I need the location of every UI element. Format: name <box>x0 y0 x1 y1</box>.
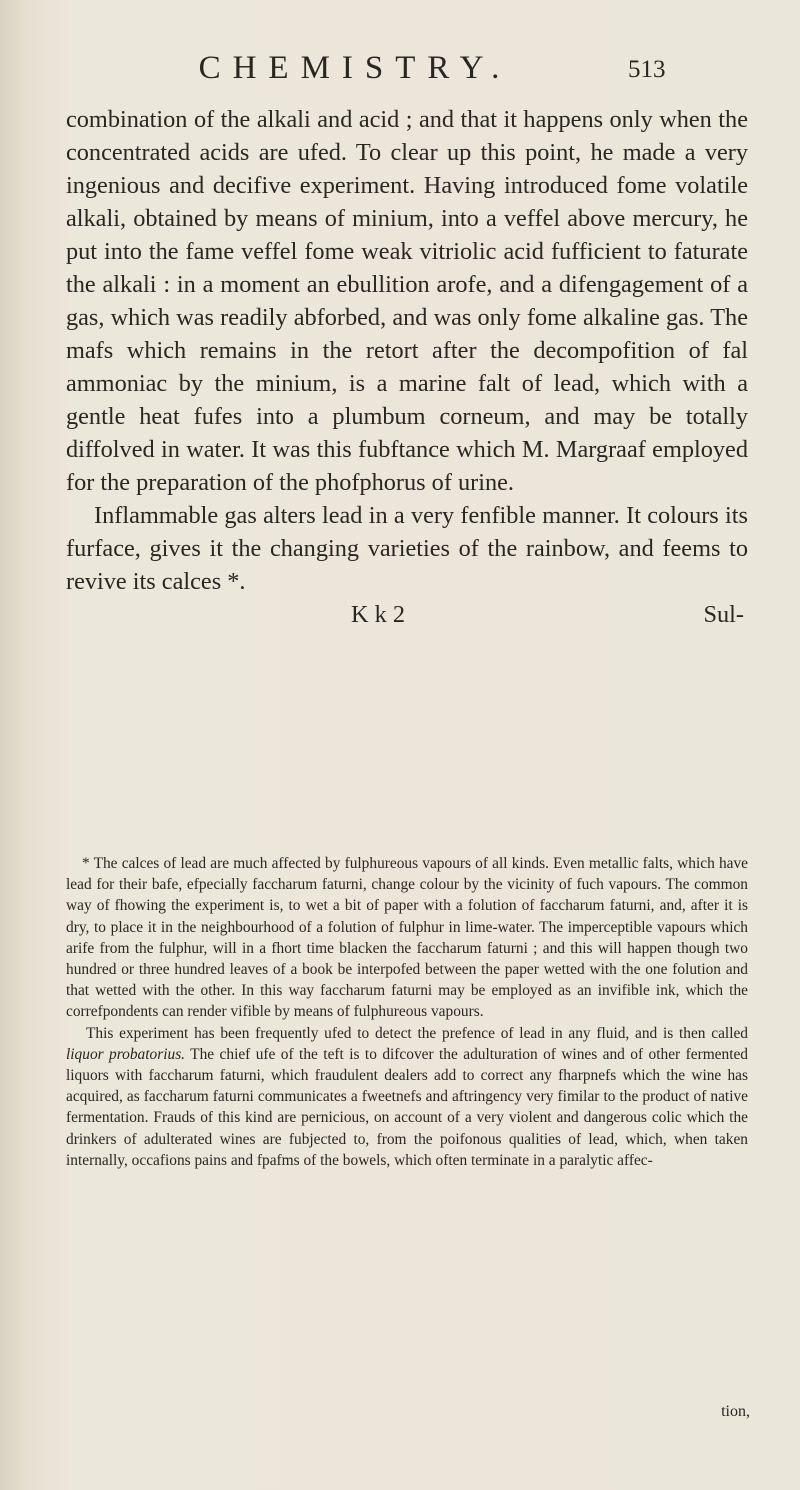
running-head <box>0 50 800 90</box>
body-paragraph-2: Inflammable gas alters lead in a very fenfible manner. It colours its furface, gives it the changing varieties of the rainbow, and feems to revive its calces *. <box>66 502 748 595</box>
footnote-paragraph-2 <box>66 1023 748 1171</box>
signature-mark: K k 2 <box>351 601 405 628</box>
footnote-paragraph-2-start: This experiment has been frequently ufed to detect the prefence of lead in any fluid, and is then called <box>86 1024 748 1042</box>
footnote-catchword: tion, <box>721 1403 750 1420</box>
footnote-catchword-line <box>0 1403 750 1427</box>
page-number: 513 <box>628 56 666 83</box>
catchword: Sul- <box>703 601 744 628</box>
footnote <box>66 853 748 1171</box>
signature-line <box>66 598 748 631</box>
running-head-title: CHEMISTRY. <box>198 50 512 86</box>
main-text <box>66 103 748 631</box>
footnote-paragraph-2-end: The chief ufe of the teft is to difcover the adulturation of wines and of other fermented liquors with faccharum faturni, which fraudulent dealers add to correct any fharpnefs which the wine has acquired, as faccharum faturni communicates a fweetnefs and aftringency very fimilar to the product of native fermentation. Frauds of this kind are pernicious, on account of a very violent and dangerous colic which the drinkers of adulterated wines are fubjected to, from the poifonous qualities of lead, which, when taken internally, occafions pains and fpafms of the bowels, which often terminate in a paralytic affec- <box>66 1045 748 1169</box>
footnote-latin-term: liquor probatorius. <box>66 1045 186 1063</box>
footnote-paragraph-1: * The calces of lead are much affected by fulphureous vapours of all kinds. Even metallic falts, which have lead for their bafe, efpecially faccharum faturni, change colour by the vicinity of fuch vapours. The common way of fhowing the experiment is, to wet a bit of paper with a folution of faccharum faturni, and, after it is dry, to place it in the neighbourhood of a folution of fulphur in lime-water. The imperceptible vapours which arife from the fulphur, will in a fhort time blacken the faccharum faturni ; and this will happen though two hundred or three hundred leaves of a book be interpofed between the paper wetted with the one folution and that wetted with the other. In this way faccharum faturni may be employed as an invifible ink, which the correfpondents can render vifible by means of fulphureous vapours. <box>66 855 748 1021</box>
body-paragraph-1: combination of the alkali and acid ; and that it happens only when the concentrated acids are ufed. To clear up this point, he made a very ingenious and decifive experiment. Having introduced fome volatile alkali, obtained by means of minium, into a veffel above mercury, he put into the fame veffel fome weak vitriolic acid fufficient to faturate the alkali : in a moment an ebullition arofe, and a difengagement of a gas, which was readily abforbed, and was only fome alkaline gas. The mafs which remains in the retort after the decompofition of fal ammoniac by the minium, is a marine falt of lead, which with a gentle heat fufes into a plumbum corneum, and may be totally diffolved in water. It was this fubftance which M. Margraaf employed for the preparation of the phofphorus of urine. <box>66 106 748 496</box>
